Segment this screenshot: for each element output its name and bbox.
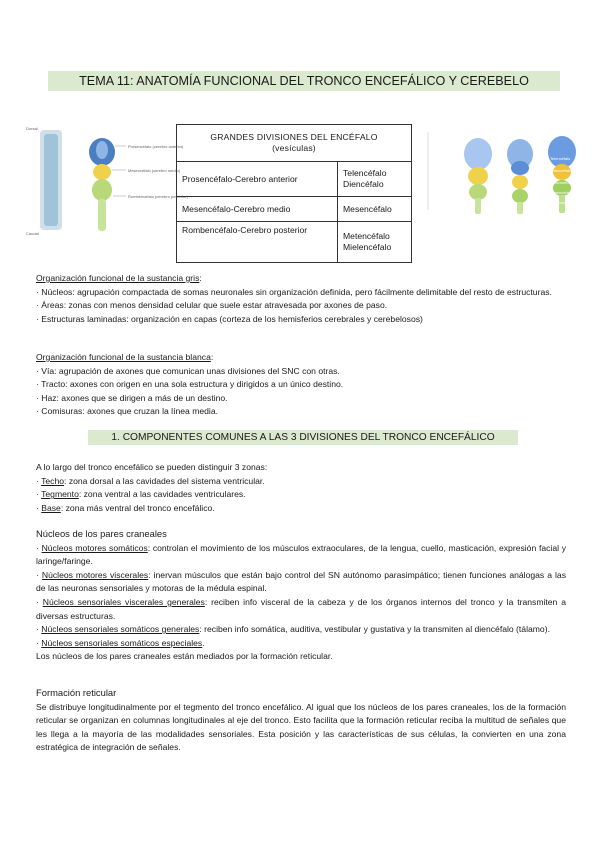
brain-divisions-table: [176, 124, 412, 263]
list-item: · Vía: agrupación de axones que comunican unas divisiones del SNC con otras.: [36, 365, 340, 376]
cranial-nuclei-closing: Los núcleos de los pares craneales están mediados por la formación reticular.: [36, 651, 333, 662]
list-item: · Núcleos sensoriales somáticos generales: reciben info somática, auditiva, vestibular y gustativa y la transmiten al diencéfalo (tálamo).: [36, 624, 550, 635]
page-title: TEMA 11: ANATOMÍA FUNCIONAL DEL TRONCO ENCEFÁLICO Y CEREBELO: [48, 71, 560, 91]
neural-tube-figure: [26, 124, 188, 238]
list-item: · Comisuras: axones que cruzan la línea media.: [36, 406, 218, 417]
subdivision-cell: Metencéfalo Mielencéfalo: [338, 222, 412, 263]
table-row: [177, 222, 412, 263]
brain-vesicles-figure: [420, 126, 590, 216]
mesencephalon-vesicle: [93, 164, 111, 180]
subdivision-cell: Telencéfalo Diencéfalo: [338, 162, 412, 197]
list-item: · Núcleos motores viscerales: inervan músculos que están bajo control del SN autónomo parasimpático; tienen funciones análogas a las de las neuronas sensoriales y motoras de la médula espinal.: [36, 569, 567, 594]
rhombencephalon-vesicle: [92, 179, 112, 201]
list-item: · Núcleos sensoriales viscerales generales: reciben info visceral de la cabeza y de los órganos internos del tronco y la transmiten a diversas estructuras.: [36, 596, 566, 621]
list-item: · Estructuras laminadas: organización en capas (corteza de los hemisferios cerebrales y cerebelosos): [36, 313, 423, 324]
table-row: [177, 162, 412, 197]
table-row: [177, 197, 412, 222]
list-item: · Núcleos: agrupación compactada de somas neuronales sin organización definida, pero fácilmente delimitable del resto de estructuras.: [36, 286, 552, 297]
list-item: · Tracto: axones con origen en una sola estructura y dirigidos a un único destino.: [36, 379, 344, 390]
grey-matter-heading: Organización funcional de la sustancia gris:: [36, 273, 202, 283]
metencephalon-label: Metencéfalo: [550, 190, 572, 195]
reticular-formation-section: [36, 686, 566, 755]
mesencephalon-label: Mesencéfalo (cerebro medio): [128, 168, 181, 173]
section-heading: 1. COMPONENTES COMUNES A LAS 3 DIVISIONES DEL TRONCO ENCEFÁLICO: [88, 430, 518, 445]
zones-section: [36, 461, 566, 515]
caudal-label: Caudal: [26, 231, 39, 236]
list-item: · Núcleos sensoriales somáticos especiales.: [36, 637, 205, 648]
left-vesicle-top: [464, 138, 492, 170]
division-cell: Prosencéfalo-Cerebro anterior: [177, 162, 338, 197]
white-matter-section: [36, 351, 566, 419]
prosencephalon-label: Prosencéfalo (cerebro anterior): [128, 144, 184, 149]
zones-intro: A lo largo del tronco encefálico se pueden distinguir 3 zonas:: [36, 462, 268, 472]
reticular-heading: Formación reticular: [36, 687, 117, 698]
list-item: · Núcleos motores somáticos: controlan el movimiento de los músculos extraoculares, de la lengua, cuello, masticación, expresión facial y laringe/faringe.: [36, 542, 566, 567]
list-item: · Tegmento: zona ventral a las cavidades ventriculares.: [36, 489, 246, 500]
subdivision-cell: Mesencéfalo: [338, 197, 412, 222]
mesencephalon-label: Mesencéfalo: [550, 180, 573, 185]
white-matter-heading: Organización funcional de la sustancia blanca:: [36, 352, 214, 362]
list-item: · Áreas: zonas con menos densidad celular que suele estar atravesada por axones de paso.: [36, 300, 388, 311]
reticular-text: Se distribuye longitudinalmente por el tegmento del tronco encefálico. Al igual que los núcleos de los pares craneales, los de la formación reticular se organizan en columnas longitudinales al eje del tronco. Esto facilita que la formación reticular reciba la multitud de señales que les llega a la mayoría de las modalidades sensoriales. Esta posición y las características de sus células, la convierten en una zona estratégica de integración de señales.: [36, 701, 566, 753]
division-cell: Mesencéfalo-Cerebro medio: [177, 197, 338, 222]
rhombencephalon-label: Rombencéfalo (cerebro posterior): [128, 194, 188, 199]
diencephalon-label: Diencéfalo: [552, 168, 571, 173]
cranial-nuclei-heading: Núcleos de los pares craneales: [36, 528, 167, 539]
cranial-nuclei-section: [36, 527, 566, 664]
telencephalon-label: Telencéfalo: [550, 156, 571, 161]
list-item: · Techo: zona dorsal a las cavidades del sistema ventricular.: [36, 475, 265, 486]
grey-matter-section: [36, 272, 566, 326]
division-cell: Rombencéfalo-Cerebro posterior: [177, 222, 338, 263]
table-header: GRANDES DIVISIONES DEL ENCÉFALO (vesículas): [177, 125, 412, 162]
myelencephalon-label: Mielencéfalo: [550, 200, 573, 205]
list-item: · Base: zona más ventral del tronco encefálico.: [36, 502, 215, 513]
list-item: · Haz: axones que se dirigen a más de un destino.: [36, 392, 228, 403]
dorsal-label: Dorsal: [26, 126, 38, 131]
